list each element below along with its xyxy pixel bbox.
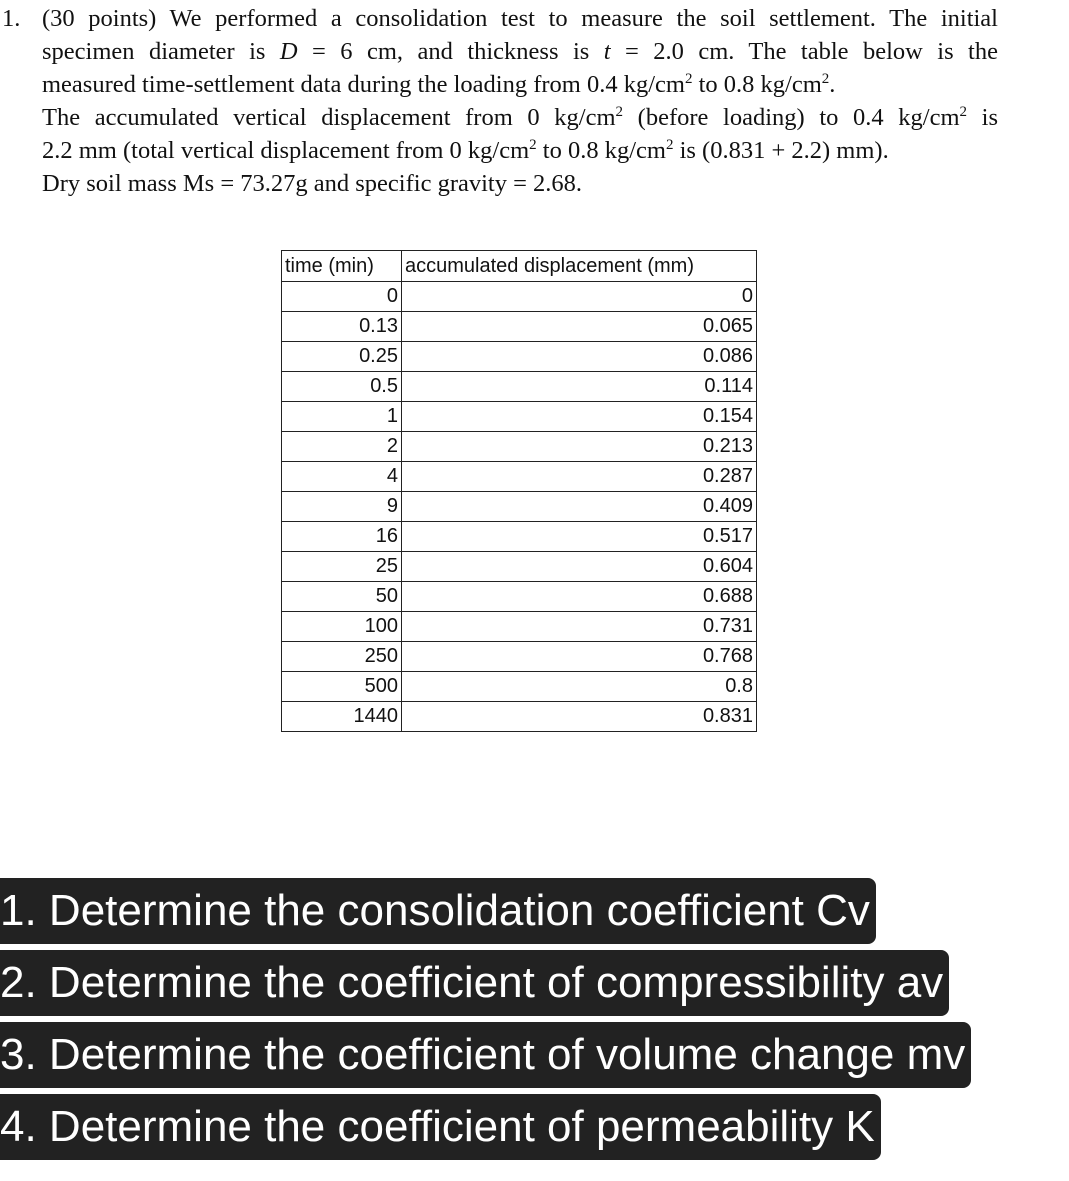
displacement-cell: 0.688 [402, 582, 757, 612]
problem-line-4: The accumulated vertical displacement from 0 $kg/cm^2$ (before loading) to 0.4 $kg/cm^2$ is [42, 104, 998, 131]
table-row [282, 702, 757, 732]
displacement-cell: 0.086 [402, 342, 757, 372]
displacement-cell: 0.065 [402, 312, 757, 342]
task-2: 2. Determine the coefficient of compressibility av [0, 950, 949, 1016]
time-cell: 0 [282, 282, 402, 312]
table-row [282, 522, 757, 552]
time-cell: 1440 [282, 702, 402, 732]
displacement-cell: 0.768 [402, 642, 757, 672]
time-cell: 25 [282, 552, 402, 582]
problem-line-1: (30 points) We performed a consolidation test to measure the soil settlement. The initial [42, 5, 998, 32]
displacement-cell: 0.831 [402, 702, 757, 732]
time-cell: 0.13 [282, 312, 402, 342]
time-cell: 1 [282, 402, 402, 432]
table-row [282, 312, 757, 342]
table-row [282, 642, 757, 672]
time-cell: 0.25 [282, 342, 402, 372]
displacement-cell: 0.409 [402, 492, 757, 522]
task-4: 4. Determine the coefficient of permeability K [0, 1094, 881, 1160]
table-row [282, 552, 757, 582]
table-row [282, 282, 757, 312]
displacement-cell: 0.154 [402, 402, 757, 432]
time-cell: 50 [282, 582, 402, 612]
time-cell: 250 [282, 642, 402, 672]
problem-line-2: specimen diameter is D = 6 cm, and thickness is t = 2.0 cm. The table below is the [42, 38, 998, 65]
displacement-cell: 0.287 [402, 462, 757, 492]
table-row [282, 372, 757, 402]
task-1: 1. Determine the consolidation coefficient Cv [0, 878, 876, 944]
displacement-cell: 0.604 [402, 552, 757, 582]
time-cell: 4 [282, 462, 402, 492]
table-row [282, 582, 757, 612]
table-row [282, 342, 757, 372]
header-displacement: accumulated displacement (mm) [402, 251, 757, 282]
displacement-cell: 0.213 [402, 432, 757, 462]
time-cell: 500 [282, 672, 402, 702]
table-row [282, 462, 757, 492]
displacement-cell: 0.731 [402, 612, 757, 642]
problem-line-6: Dry soil mass Ms = 73.27g and specific gravity = 2.68. [42, 170, 583, 197]
table-row [282, 672, 757, 702]
displacement-cell: 0 [402, 282, 757, 312]
time-cell: 2 [282, 432, 402, 462]
problem-number: 1. [2, 5, 21, 32]
table-header-row [282, 251, 757, 282]
table-row [282, 402, 757, 432]
time-settlement-table [281, 250, 757, 732]
displacement-cell: 0.8 [402, 672, 757, 702]
header-time: time (min) [282, 251, 402, 282]
table-row [282, 492, 757, 522]
time-cell: 100 [282, 612, 402, 642]
problem-line-5: 2.2 mm (total vertical displacement from 0 $kg/cm^2$ to 0.8 $kg/cm^2$ is (0.831 + 2.2) mm). [42, 137, 889, 164]
displacement-cell: 0.114 [402, 372, 757, 402]
table-row [282, 432, 757, 462]
time-cell: 9 [282, 492, 402, 522]
task-3: 3. Determine the coefficient of volume change mv [0, 1022, 971, 1088]
time-cell: 0.5 [282, 372, 402, 402]
problem-line-3: measured time-settlement data during the loading from 0.4 $kg/cm^2$ to 0.8 $kg/cm^2$. [42, 71, 836, 98]
displacement-cell: 0.517 [402, 522, 757, 552]
time-cell: 16 [282, 522, 402, 552]
table-body [282, 282, 757, 732]
table-row [282, 612, 757, 642]
